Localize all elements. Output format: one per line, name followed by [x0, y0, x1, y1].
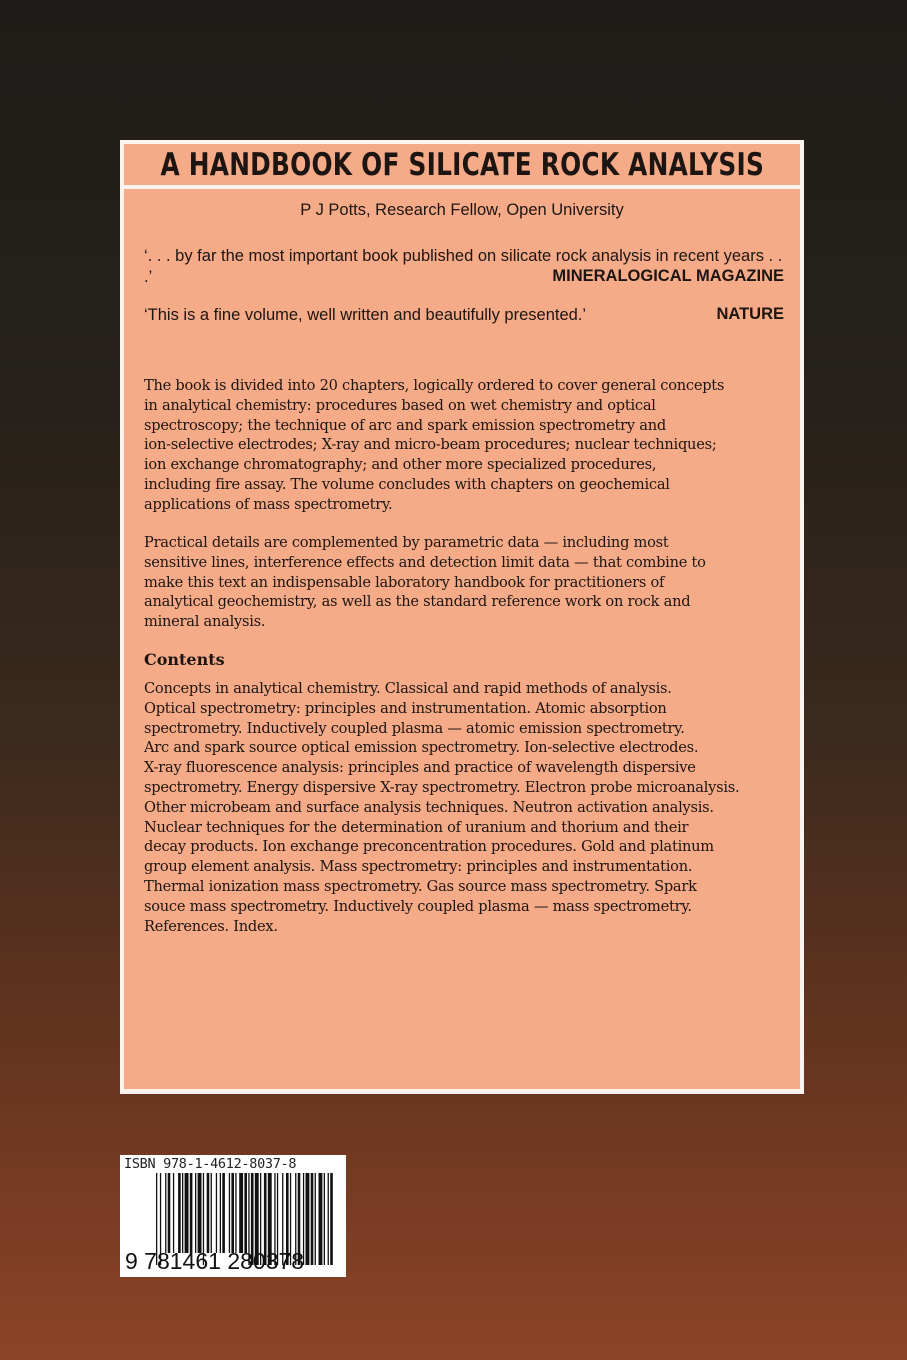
barcode-bar	[182, 1173, 183, 1253]
title-band	[124, 144, 800, 185]
cover-body	[124, 189, 800, 1089]
barcode-bar	[235, 1173, 236, 1253]
barcode-bar	[306, 1173, 310, 1265]
description-paragraph: The book is divided into 20 chapters, logically ordered to cover general concepts in analytical chemistry: procedures based on wet chemistry and optical spectroscopy; the technique of arc and spark emission spectrometry and ion-selective electrodes; X-ray and micro-beam procedures; nuclear techniques; ion exchange chromatography; and other more specialized procedures, including fire assay. The volume concludes with chapters on geochemical applications of mass spectrometry.	[144, 377, 725, 513]
contents-list: Concepts in analytical chemistry. Classical and rapid methods of analysis. Optical spectrometry: principles and instrumentation. Atomic absorption spectrometry. Inductively coupled plasma — atomic emission spectrometry. Arc and spark source optical emission spectrometry. Ion-selective electrodes. X-ray fluorescence analysis: principles and practice of wavelength dispersive spectrometry. Energy dispersive X-ray spectrometry. Electron probe microanalysis. Other microbeam and surface analysis techniques. Neutron activation analysis. Nuclear techniques for the determination of uranium and thorium and their decay products. Ion exchange preconcentration procedures. Gold and platinum group element analysis. Mass spectrometry: principles and instrumentation. Thermal ionization mass spectrometry. Gas source mass spectrometry. Spark souce mass spectrometry. Inductively coupled plasma — mass spectrometry. References. Index.	[144, 680, 740, 935]
barcode-bar	[311, 1173, 314, 1265]
isbn-text: ISBN 978-1-4612-8037-8	[124, 1156, 297, 1172]
isbn-barcode	[120, 1155, 346, 1277]
barcode-bar	[239, 1173, 243, 1253]
barcode-bar	[190, 1173, 193, 1253]
review-source: NATURE	[716, 305, 784, 323]
barcode-bar	[324, 1173, 325, 1265]
barcode-bar	[165, 1173, 166, 1253]
barcode-bar	[168, 1173, 171, 1253]
barcode-bar	[211, 1173, 212, 1253]
author-line: P J Potts, Research Fellow, Open University	[300, 201, 624, 219]
book-title: A HANDBOOK OF SILICATE ROCK ANALYSIS	[160, 146, 764, 183]
barcode-bar	[195, 1173, 196, 1253]
description-paragraph: Practical details are complemented by parametric data — including most sensitive lines, interference effects and detection limit data — that combine to make this text an indispensable laboratory handbook for practitioners of analytical geochemistry, as well as the standard reference work on rock and mineral analysis.	[144, 534, 706, 631]
barcode-bar	[198, 1173, 202, 1253]
barcode-bar	[220, 1173, 221, 1253]
barcode-digits: 9 781461 280378	[125, 1248, 305, 1274]
barcode-bar	[178, 1173, 181, 1253]
barcode-bar	[207, 1173, 210, 1253]
review-quote: ‘. . . by far the most important book published on silicate rock analysis in recent years . . .’	[144, 247, 783, 286]
barcode-bar	[173, 1173, 174, 1253]
barcode-bar	[222, 1173, 225, 1253]
barcode-bar	[231, 1173, 234, 1253]
barcode-bar	[319, 1173, 323, 1265]
back-cover-panel	[120, 140, 804, 1094]
barcode-bar	[330, 1173, 333, 1265]
review-source: MINERALOGICAL MAGAZINE	[552, 267, 784, 285]
barcode-bar	[328, 1173, 329, 1265]
barcode-bar	[185, 1173, 189, 1253]
review-quote: ‘This is a fine volume, well written and beautifully presented.’	[144, 306, 587, 324]
barcode-bar	[229, 1173, 230, 1253]
barcode-bar	[315, 1173, 316, 1265]
barcode-bar	[216, 1173, 217, 1253]
barcode-bar	[244, 1173, 247, 1253]
contents-heading: Contents	[144, 650, 225, 669]
